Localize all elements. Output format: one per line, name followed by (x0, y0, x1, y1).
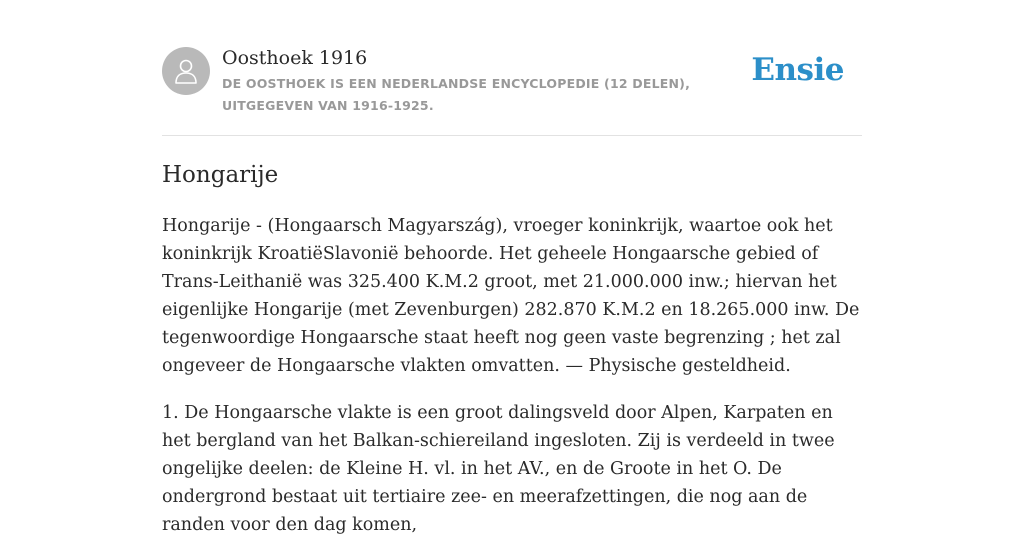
article-paragraph: 1. De Hongaarsche vlakte is een groot dalingsveld door Alpen, Karpaten en het bergland van het Balkan-schiereiland ingesloten. Zij is verdeeld in twee ongelijke deelen: de Kleine H. vl. in het AV., en de Groote in het O. De ondergrond bestaat uit tertiaire zee- en meerafzettingen, die nog aan de randen voor den dag komen, (162, 403, 835, 535)
article-paragraph: Hongarije - (Hongaarsch Magyarszág), vroeger koninkrijk, waartoe ook het koninkrijk KroatiëSlavonië behoorde. Het geheele Hongaarsche gebied of Trans-Leithanië was 325.400 K.M.2 groot, met 21.000.000 inw.; hiervan het eigenlijke Hongarije (met Zevenburgen) 282.870 K.M.2 en 18.265.000 inw. De tegenwoordige Hongaarsche staat heeft nog geen vaste begrenzing ; het zal ongeveer de Hongaarsche vlakten omvatten. — Physische gesteldheid. (162, 216, 860, 376)
brand-logo[interactable]: Ensie (751, 52, 844, 88)
user-icon (171, 56, 201, 86)
article-body (162, 212, 866, 558)
source-title[interactable]: Oosthoek 1916 (222, 47, 368, 69)
source-header (162, 46, 862, 116)
source-description: DE OOSTHOEK IS EEN NEDERLANDSE ENCYCLOPEDIE (12 DELEN), UITGEGEVEN VAN 1916-1925. (222, 76, 691, 113)
header-divider (162, 135, 862, 136)
article-title: Hongarije (162, 162, 279, 188)
avatar[interactable] (162, 47, 210, 95)
